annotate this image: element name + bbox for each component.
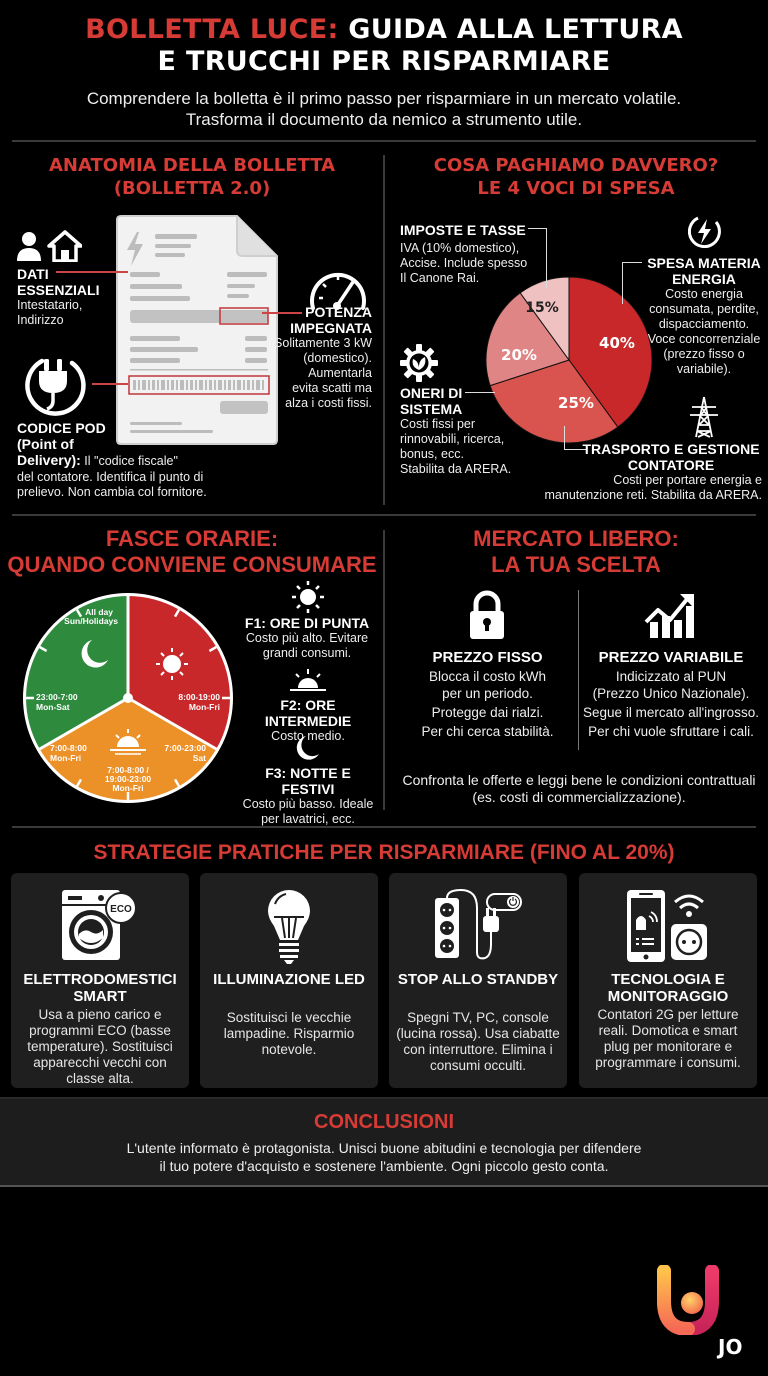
mercato-title: MERCATO LIBERO: LA TUA SCELTA: [473, 526, 679, 577]
pie-label-25: 25%: [558, 394, 594, 412]
plug-icon: [22, 355, 86, 417]
leader-line: [622, 262, 623, 304]
prezzo-variabile: PREZZO VARIABILE Indicizzato al PUN (Prezzo Unico Nazionale). Segue il mercato all'ingrosso. Per chi vuole sfruttare i cali.: [583, 649, 759, 739]
trasporto-gestione-contatore: TRASPORTO E GESTIONE CONTATORE Costi per portare energia e manutenzione reti. Stabilita da ARERA.: [544, 441, 762, 502]
smartphone-smart-plug-icon: [625, 888, 711, 964]
svg-text:Mon-Fri: Mon-Fri: [112, 783, 144, 793]
svg-text:23:00-7:00: 23:00-7:00: [36, 692, 78, 702]
trend-up-chart-icon: [644, 590, 696, 640]
svg-text:7:00-8:00: 7:00-8:00: [50, 743, 87, 753]
divider: [12, 140, 756, 142]
leader-line: [622, 262, 642, 263]
strategy-card-tecnologia: TECNOLOGIA E MONITORAGGIO Contatori 2G per letture reali. Domotica e smart plug per monitorare e programmare i consumi.: [579, 873, 757, 1088]
sunrise-icon: [288, 668, 328, 694]
leader-line: [92, 383, 128, 385]
costs-title: COSA PAGHIAMO DAVVERO? LE 4 VOCI DI SPESA: [433, 155, 719, 199]
svg-text:8:00-19:00: 8:00-19:00: [178, 692, 220, 702]
header: [0, 14, 768, 130]
oneri-di-sistema: ONERI DI SISTEMA Costi fissi per rinnovabili, ricerca, bonus, ecc. Stabilita da ARERA.: [400, 385, 512, 476]
svg-text:Sun/Holidays: Sun/Holidays: [64, 616, 118, 626]
gear-leaf-icon: [399, 343, 439, 383]
spesa-materia-energia: SPESA MATERIA ENERGIA Costo energia consumata, perdite, dispacciamento. Voce concorrenziale (prezzo fisso o variabile).: [647, 255, 761, 376]
strategy-card-illuminazione-led: ILLUMINAZIONE LED Sostituisci le vecchie lampadine. Risparmio notevole.: [200, 873, 378, 1088]
divider-vertical: [383, 155, 385, 505]
strategie-title: STRATEGIE PRATICHE PER RISPARMIARE (FINO AL 20%): [93, 841, 675, 864]
sun-icon: [291, 580, 325, 614]
page-title-line2: E TRUCCHI PER RISPARMIARE: [157, 46, 611, 77]
anatomy-title: ANATOMIA DELLA BOLLETTA (BOLLETTA 2.0): [48, 155, 336, 199]
leader-line: [56, 271, 128, 273]
lightning-icon: [688, 214, 722, 248]
codice-pod: CODICE POD (Point of Delivery): Il "codice fiscale" del contatore. Identifica il punto di prelievo. Non cambia col fornitore.: [17, 420, 207, 499]
svg-text:Sat: Sat: [192, 753, 206, 763]
svg-text:Mon-Fri: Mon-Fri: [50, 753, 82, 763]
brand-logo-icon: [652, 1265, 724, 1335]
bill-document-icon: [115, 214, 280, 446]
strategy-card-elettrodomestici: ECO ELETTRODOMESTICI SMART Usa a pieno carico e programmi ECO (basse temperature). Sostituisci apparecchi vecchi con classe alta.: [11, 873, 189, 1088]
divider: [12, 514, 756, 516]
f3-notte-e-festivi: F3: NOTTE E FESTIVI Costo più basso. Ideale per lavatrici, ecc.: [242, 765, 374, 826]
svg-text:All day: All day: [85, 607, 113, 617]
moon-icon: [296, 735, 320, 761]
potenza-impegnata: POTENZA IMPEGNATA Solitamente 3 kW (domestico). Aumentarla evita scatti ma alza i costi fissi.: [274, 304, 372, 410]
imposte-e-tasse: IMPOSTE E TASSE IVA (10% domestico), Accise. Include spesso Il Canone Rai.: [400, 222, 528, 285]
page-title: BOLLETTA LUCE: GUIDA ALLA LETTURA: [85, 14, 683, 45]
dati-essenziali: DATI ESSENZIALI Intestatario, Indirizzo: [17, 266, 100, 327]
power-strip-switch-icon: [433, 888, 523, 964]
f1-ore-di-punta: F1: ORE DI PUNTA Costo più alto. Evitare grandi consumi.: [244, 615, 370, 660]
leader-line: [546, 228, 547, 288]
led-bulb-icon: [266, 888, 312, 964]
f2-ore-intermedie: F2: ORE INTERMEDIE Costo medio.: [264, 697, 352, 743]
time-bands-clock: [20, 590, 236, 806]
pie-label-40: 40%: [599, 334, 635, 352]
subtitle-line1: Comprendere la bolletta è il primo passo per risparmiare in un mercato volatile.: [86, 89, 682, 108]
subtitle-line2: Trasforma il documento da nemico a strumento utile.: [185, 110, 583, 129]
divider: [12, 826, 756, 828]
svg-text:7:00-23:00: 7:00-23:00: [164, 743, 206, 753]
svg-text:Mon-Sat: Mon-Sat: [36, 702, 70, 712]
strategy-card-stop-standby: STOP ALLO STANDBY Spegni TV, PC, console (lucina rossa). Usa ciabatte con interruttore. Elimina i consumi occulti.: [389, 873, 567, 1088]
svg-text:ECO: ECO: [110, 904, 132, 915]
mercato-note: Confronta le offerte e leggi bene le condizioni contrattuali (es. costi di commercializzazione).: [402, 772, 756, 805]
svg-text:Mon-Fri: Mon-Fri: [188, 702, 220, 712]
pie-label-15: 15%: [525, 300, 559, 316]
brand-logo-text: JO: [718, 1335, 743, 1359]
person-home-icon: [16, 230, 82, 262]
prezzo-fisso: PREZZO FISSO Blocca il costo kWh per un periodo. Protegge dai rialzi. Per chi cerca stabilità.: [421, 649, 554, 739]
svg-text:19:00-23:00: 19:00-23:00: [104, 774, 152, 784]
washing-machine-eco-icon: [60, 888, 140, 964]
leader-line: [528, 228, 546, 229]
fasce-title: FASCE ORARIE: QUANDO CONVIENE CONSUMARE: [7, 526, 377, 577]
padlock-icon: [467, 590, 507, 640]
conclusions-panel: CONCLUSIONI L'utente informato è protagonista. Unisci buone abitudini e tecnologia per difendere il tuo potere d'acquisto e sostenere l'ambiente. Ogni piccolo gesto conta.: [0, 1097, 768, 1187]
power-tower-icon: [688, 395, 720, 439]
svg-text:7:00-8:00 /: 7:00-8:00 /: [107, 765, 149, 775]
pie-label-20: 20%: [501, 346, 537, 364]
leader-line: [465, 392, 495, 393]
